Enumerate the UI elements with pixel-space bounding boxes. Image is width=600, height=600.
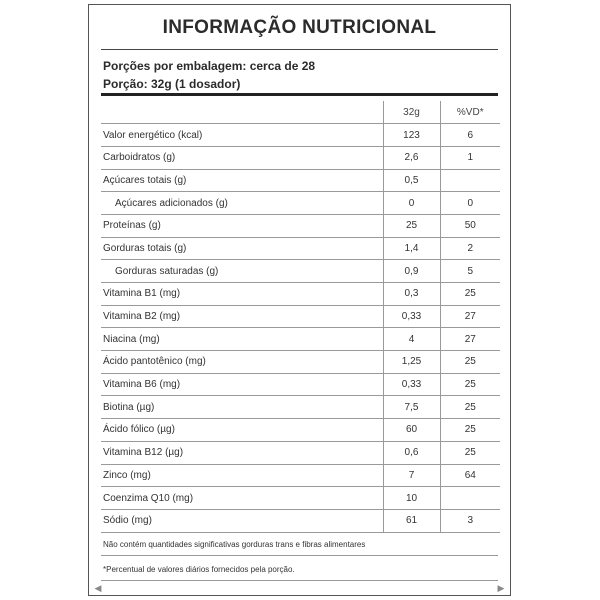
header-daily-value: %VD* [440, 101, 500, 124]
table-row [101, 305, 500, 328]
footnote-divider-bottom [101, 580, 498, 581]
nutrient-daily-value: 1 [440, 146, 500, 169]
nutrient-label: Carboidratos (g) [101, 146, 383, 169]
nutrient-daily-value [440, 487, 500, 510]
nutrient-label: Vitamina B6 (mg) [101, 373, 383, 396]
table-row [101, 146, 500, 169]
footnote-daily-value: *Percentual de valores diários fornecidos pela porção. [103, 565, 295, 574]
nutrient-daily-value: 2 [440, 237, 500, 260]
table-row [101, 283, 500, 306]
nutrient-daily-value: 25 [440, 373, 500, 396]
nutrient-label: Niacina (mg) [101, 328, 383, 351]
nutrient-amount: 1,4 [383, 237, 440, 260]
nutrient-daily-value: 0 [440, 192, 500, 215]
table-row [101, 487, 500, 510]
nutrient-amount: 10 [383, 487, 440, 510]
header-nutrient [101, 101, 383, 124]
nutrient-label: Açúcares totais (g) [101, 169, 383, 192]
nutrient-amount: 7 [383, 464, 440, 487]
table-row [101, 373, 500, 396]
table-header-row [101, 101, 500, 124]
nutrient-amount: 0,33 [383, 305, 440, 328]
serving-divider [101, 93, 498, 96]
nutrient-label: Gorduras saturadas (g) [101, 260, 383, 283]
nutrient-label: Vitamina B2 (mg) [101, 305, 383, 328]
table-row [101, 237, 500, 260]
table-row [101, 351, 500, 374]
nutrient-label: Proteínas (g) [101, 214, 383, 237]
nutrient-label: Ácido fólico (µg) [101, 419, 383, 442]
table-row [101, 509, 500, 532]
nutrient-label: Açúcares adicionados (g) [101, 192, 383, 215]
nutrient-label: Gorduras totais (g) [101, 237, 383, 260]
nutrient-daily-value: 64 [440, 464, 500, 487]
nutrient-amount: 7,5 [383, 396, 440, 419]
nutrient-daily-value: 27 [440, 328, 500, 351]
nutrient-label: Zinco (mg) [101, 464, 383, 487]
nutrient-label: Coenzima Q10 (mg) [101, 487, 383, 510]
nutrient-amount: 0,6 [383, 441, 440, 464]
chevron-right-icon[interactable]: ▶ [497, 583, 505, 593]
nutrient-daily-value: 6 [440, 124, 500, 147]
nutrient-daily-value: 25 [440, 396, 500, 419]
horizontal-scrollbar[interactable] [90, 582, 509, 594]
table-row [101, 464, 500, 487]
nutrient-daily-value: 3 [440, 509, 500, 532]
nutrition-rows [101, 124, 500, 532]
table-row [101, 328, 500, 351]
nutrient-amount: 61 [383, 509, 440, 532]
header-portion: 32g [383, 101, 440, 124]
table-row [101, 124, 500, 147]
table-row [101, 441, 500, 464]
nutrient-amount: 4 [383, 328, 440, 351]
nutrient-amount: 0,5 [383, 169, 440, 192]
title-divider [101, 49, 498, 50]
nutrient-label: Valor energético (kcal) [101, 124, 383, 147]
nutrient-daily-value: 25 [440, 441, 500, 464]
chevron-left-icon[interactable]: ◀ [94, 583, 102, 593]
nutrient-label: Vitamina B12 (µg) [101, 441, 383, 464]
servings-per-package: Porções por embalagem: cerca de 28 [103, 59, 316, 73]
nutrient-label: Vitamina B1 (mg) [101, 283, 383, 306]
nutrient-amount: 2,6 [383, 146, 440, 169]
nutrient-amount: 1,25 [383, 351, 440, 374]
nutrition-table [101, 101, 500, 533]
table-row [101, 192, 500, 215]
footnote-trans-fat: Não contém quantidades significativas gorduras trans e fibras alimentares [103, 540, 366, 549]
nutrient-daily-value [440, 169, 500, 192]
nutrient-amount: 123 [383, 124, 440, 147]
table-row [101, 169, 500, 192]
nutrient-amount: 60 [383, 419, 440, 442]
nutrient-amount: 0,3 [383, 283, 440, 306]
nutrient-daily-value: 25 [440, 419, 500, 442]
table-row [101, 396, 500, 419]
nutrient-daily-value: 27 [440, 305, 500, 328]
footnote-divider [101, 555, 498, 556]
nutrient-daily-value: 25 [440, 351, 500, 374]
panel-title: INFORMAÇÃO NUTRICIONAL [162, 17, 437, 38]
nutrient-amount: 0,9 [383, 260, 440, 283]
nutrient-daily-value: 50 [440, 214, 500, 237]
table-row [101, 214, 500, 237]
nutrient-label: Ácido pantotênico (mg) [101, 351, 383, 374]
portion-size: Porção: 32g (1 dosador) [103, 77, 241, 91]
nutrient-daily-value: 5 [440, 260, 500, 283]
nutrient-amount: 25 [383, 214, 440, 237]
table-row [101, 260, 500, 283]
nutrient-daily-value: 25 [440, 283, 500, 306]
nutrient-amount: 0 [383, 192, 440, 215]
nutrient-label: Biotina (µg) [101, 396, 383, 419]
nutrient-label: Sódio (mg) [101, 509, 383, 532]
nutrition-facts-panel [88, 4, 511, 596]
table-row [101, 419, 500, 442]
nutrient-amount: 0,33 [383, 373, 440, 396]
